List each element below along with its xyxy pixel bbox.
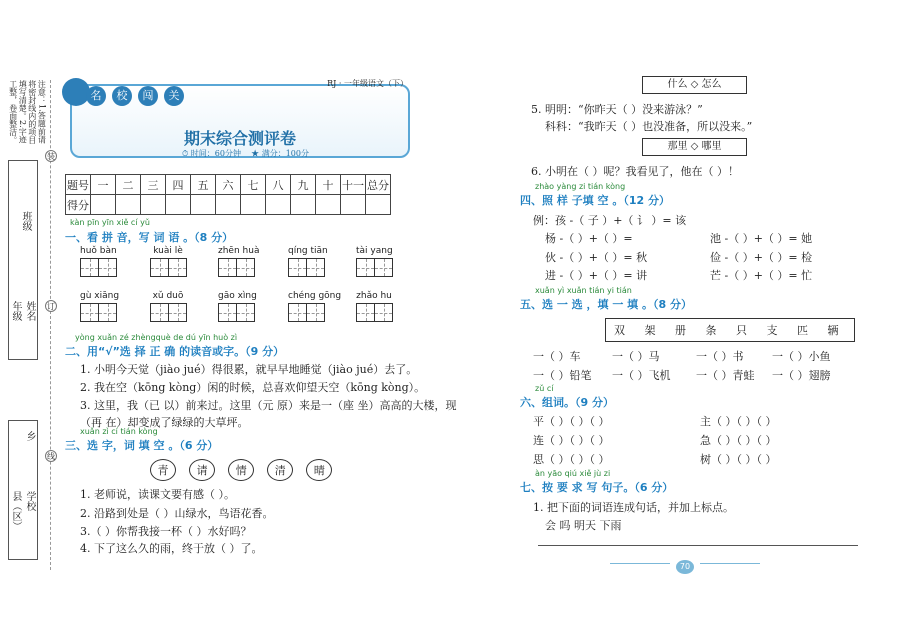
tianzige-box[interactable]	[356, 258, 375, 277]
s5-row2-3: 一（ ）青蛙	[696, 369, 755, 382]
score-input-cell[interactable]	[166, 195, 191, 215]
s5-row2-1: 一（ ）铅笔	[533, 369, 592, 382]
table-cell: 五	[191, 175, 216, 195]
s6-row-1a: 平（ ）（ ）（ ）	[533, 415, 610, 428]
score-input-cell[interactable]	[341, 195, 366, 215]
table-cell: 一	[91, 175, 116, 195]
tianzige-box[interactable]	[236, 303, 255, 322]
s4-row-3a: 进 -（ ）+（ ）= 讲	[545, 269, 648, 282]
score-input-cell[interactable]	[141, 195, 166, 215]
section-2-pinyin: yòng xuǎn zé zhèngquè de dú yīn huò zì	[75, 333, 238, 342]
choice-word: 什么	[667, 79, 688, 90]
school-label: 学校	[24, 491, 35, 511]
s6-row-3a: 思（ ）（ ）（ ）	[533, 453, 610, 466]
section-5-title: 五、选 一 选 ，填 一 填 。（8 分）	[520, 298, 692, 311]
table-cell: 得分	[66, 195, 91, 215]
grade-label: 年级	[10, 301, 21, 321]
brand-char: 关	[164, 86, 184, 106]
tianzige-box[interactable]	[168, 258, 187, 277]
char-option: 情	[228, 459, 254, 481]
choice-box-2: 那里 ◇ 哪里	[642, 138, 747, 156]
q5-line-1: 5. 明明：“你昨天（ ）没来游泳？”	[531, 103, 703, 116]
footer-ornament-left	[610, 563, 670, 571]
page-number: 70	[676, 560, 694, 574]
pinyin-label: chéng gōng	[288, 291, 342, 301]
tianzige-box[interactable]	[288, 258, 307, 277]
score-input-cell[interactable]	[116, 195, 141, 215]
s2-line-1: 1. 小明今天觉（jiào jué）得很累，就早早地睡觉（jiào jué）去了。	[80, 363, 418, 376]
s4-example: 例：孩 -（ 子 ）+（ 讠 ）= 该	[533, 214, 687, 227]
pinyin-writing-cell	[150, 291, 186, 326]
s5-row1-1: 一（ ）车	[533, 350, 581, 363]
tianzige-box[interactable]	[306, 258, 325, 277]
pinyin-label: tài yang	[356, 246, 393, 256]
tianzige-box[interactable]	[374, 258, 393, 277]
char-options	[150, 459, 340, 481]
exam-title: 期末综合测评卷	[183, 129, 296, 148]
s3-line-4: 4. 下了这么久的雨，终于放（ ）了。	[80, 542, 263, 555]
name-label: 姓名	[24, 301, 35, 321]
tianzige-box[interactable]	[98, 258, 117, 277]
pinyin-writing-cell	[218, 246, 259, 281]
s7-words: 会 吗 明天 下雨	[545, 519, 622, 532]
choice-word: 那里	[667, 141, 688, 152]
tianzige-box[interactable]	[150, 303, 169, 322]
s2-line-4: （再 在）却变成了绿绿的大草坪。	[80, 416, 249, 429]
s4-row-2a: 伙 -（ ）+（ ）= 秋	[545, 251, 648, 264]
pinyin-writing-cell	[80, 246, 117, 281]
char-option: 请	[189, 459, 215, 481]
section-1-title: 一、看 拼 音，写 词 语 。（8 分）	[65, 231, 234, 244]
county-label: 县（区）	[10, 491, 21, 531]
char-option: 青	[150, 459, 176, 481]
table-row	[66, 195, 391, 215]
pinyin-writing-cell	[288, 246, 328, 281]
brand-char: 名	[86, 86, 106, 106]
table-cell: 八	[266, 175, 291, 195]
seal-mark-1: 装	[47, 152, 55, 161]
answer-line	[538, 545, 858, 546]
tianzige-box[interactable]	[356, 303, 375, 322]
tianzige-box[interactable]	[80, 303, 99, 322]
s5-row1-3: 一（ ）书	[696, 350, 744, 363]
pinyin-label: huǒ bàn	[80, 246, 117, 256]
s2-line-2: 2. 我在空（kōng kòng）闲的时候，总喜欢仰望天空（kōng kòng）。	[80, 381, 426, 394]
section-5-pinyin: xuǎn yì xuǎn tián yi tián	[535, 286, 632, 295]
pinyin-writing-cell	[356, 291, 392, 326]
section-2-title: 二、用“√”选 择 正 确 的读音或字。（9 分）	[65, 345, 285, 358]
s6-row-2b: 急（ ）（ ）（ ）	[700, 434, 777, 447]
tianzige-box[interactable]	[306, 303, 325, 322]
table-cell: 二	[116, 175, 141, 195]
time-text: 时间：60分钟	[190, 149, 241, 158]
s6-row-2a: 连（ ）（ ）（ ）	[533, 434, 610, 447]
brand-char: 闯	[138, 86, 158, 106]
s4-row-2b: 俭 -（ ）+（ ）= 检	[710, 251, 813, 264]
score-input-cell[interactable]	[241, 195, 266, 215]
score-input-cell[interactable]	[91, 195, 116, 215]
footer-ornament-right	[700, 563, 760, 571]
pinyin-label: qíng tiān	[288, 246, 328, 256]
q5-line-2: 科科：“我昨天（ ）也没准备，所以没来。”	[545, 120, 753, 133]
tianzige-box[interactable]	[218, 303, 237, 322]
choice-word: 哪里	[701, 141, 722, 152]
pinyin-writing-cell	[150, 246, 186, 281]
pinyin-label: gù xiāng	[80, 291, 120, 301]
grade-label: RJ · 一年级语文（下）	[327, 79, 408, 88]
binding-strip	[8, 80, 48, 580]
pinyin-label: kuài lè	[153, 246, 183, 256]
trophy-icon: ★	[251, 149, 260, 158]
table-cell: 九	[291, 175, 316, 195]
s3-line-3: 3.（ ）你帮我接一杯（ ）水好吗？	[80, 525, 252, 538]
tianzige-box[interactable]	[150, 258, 169, 277]
s4-row-1b: 池 -（ ）+（ ）= 她	[710, 232, 813, 245]
s2-line-3: 3. 这里，我（已 以）前来过。这里（元 原）来是一（座 坐）高高的大楼，现	[80, 399, 457, 412]
section-3-title: 三、选 字，词 填 空 。（6 分）	[65, 439, 219, 452]
section-4-pinyin: zhào yàng zi tián kòng	[535, 182, 626, 191]
char-option: 晴	[306, 459, 332, 481]
table-cell: 十一	[341, 175, 366, 195]
school-box	[8, 420, 38, 560]
s4-row-1a: 杨 -（ ）+（ ）=	[545, 232, 633, 245]
table-cell: 四	[166, 175, 191, 195]
clock-icon: ⏱	[182, 149, 189, 158]
table-cell: 七	[241, 175, 266, 195]
score-text: 满分：100分	[261, 149, 309, 158]
section-7-title: 七、按 要 求 写 句子。（6 分）	[520, 481, 674, 494]
tianzige-box[interactable]	[98, 303, 117, 322]
brand-char: 校	[112, 86, 132, 106]
s3-line-2: 2. 沿路到处是（ ）山绿水，鸟语花香。	[80, 507, 274, 520]
class-label: 班级	[20, 211, 31, 231]
choice-word: 怎么	[701, 79, 722, 90]
table-row	[66, 175, 391, 195]
tianzige-box[interactable]	[288, 303, 307, 322]
section-6-title: 六、组词。（9 分）	[520, 396, 614, 409]
table-cell: 十	[316, 175, 341, 195]
score-input-cell[interactable]	[266, 195, 291, 215]
table-cell: 六	[216, 175, 241, 195]
class-name-box	[8, 160, 38, 360]
s6-row-1b: 主（ ）（ ）（ ）	[700, 415, 777, 428]
tianzige-box[interactable]	[236, 258, 255, 277]
exam-header	[62, 78, 412, 158]
pinyin-writing-cell	[288, 291, 341, 326]
pinyin-label: zhēn huà	[218, 246, 260, 256]
table-cell: 总分	[366, 175, 391, 195]
s3-line-1: 1. 老师说，读课文要有感（ ）。	[80, 488, 235, 501]
exam-meta	[182, 148, 309, 159]
tianzige-box[interactable]	[168, 303, 187, 322]
pinyin-label: zhǎo hu	[356, 291, 392, 301]
s5-row1-4: 一（ ）小鱼	[772, 350, 831, 363]
score-input-cell[interactable]	[216, 195, 241, 215]
score-input-cell[interactable]	[366, 195, 391, 215]
pinyin-writing-cell	[80, 291, 119, 326]
score-input-cell[interactable]	[291, 195, 316, 215]
score-input-cell[interactable]	[191, 195, 216, 215]
notes-text: 注意：1.答题前请将密封线内的项目填写清楚。2.字迹工整，卷面整洁。	[8, 80, 47, 144]
score-table	[65, 174, 391, 215]
measure-word-box: 双 架 册 条 只 支 匹 辆	[605, 318, 855, 342]
pinyin-writing-cell	[356, 246, 393, 281]
seal-mark-2: 订	[47, 302, 55, 311]
q6-line: 6. 小明在（ ）呢？我看见了，他在（ ）！	[531, 165, 739, 178]
brand-logo	[62, 78, 180, 118]
choice-box-1: 什么 ◇ 怎么	[642, 76, 747, 94]
brand-title	[86, 86, 184, 106]
char-option: 清	[267, 459, 293, 481]
section-1-pinyin: kàn pīn yīn xiě cí yǔ	[70, 218, 150, 227]
s5-row2-4: 一（ ）翅膀	[772, 369, 831, 382]
table-cell: 三	[141, 175, 166, 195]
tianzige-box[interactable]	[374, 303, 393, 322]
seal-mark-3: 线	[47, 452, 55, 461]
tianzige-box[interactable]	[218, 258, 237, 277]
pinyin-label: xǔ duō	[152, 291, 184, 301]
s5-row2-2: 一（ ）飞机	[612, 369, 671, 382]
score-input-cell[interactable]	[316, 195, 341, 215]
pinyin-label: gāo xìng	[218, 291, 257, 301]
s4-row-3b: 芒 -（ ）+（ ）= 忙	[710, 269, 813, 282]
pinyin-writing-cell	[218, 291, 257, 326]
section-6-pinyin: zǔ cí	[535, 384, 554, 393]
section-3-pinyin: xuǎn zì cí tián kòng	[80, 427, 158, 436]
s7-question: 1. 把下面的词语连成句话，并加上标点。	[533, 501, 734, 514]
tianzige-box[interactable]	[80, 258, 99, 277]
s6-row-3b: 树（ ）（ ）（ ）	[700, 453, 777, 466]
town-label: 乡	[24, 431, 35, 441]
section-7-pinyin: àn yāo qiú xiě jù zi	[535, 469, 611, 478]
section-4-title: 四、照 样 子填 空 。（12 分）	[520, 194, 670, 207]
s5-row1-2: 一（ ）马	[612, 350, 660, 363]
table-cell: 题号	[66, 175, 91, 195]
